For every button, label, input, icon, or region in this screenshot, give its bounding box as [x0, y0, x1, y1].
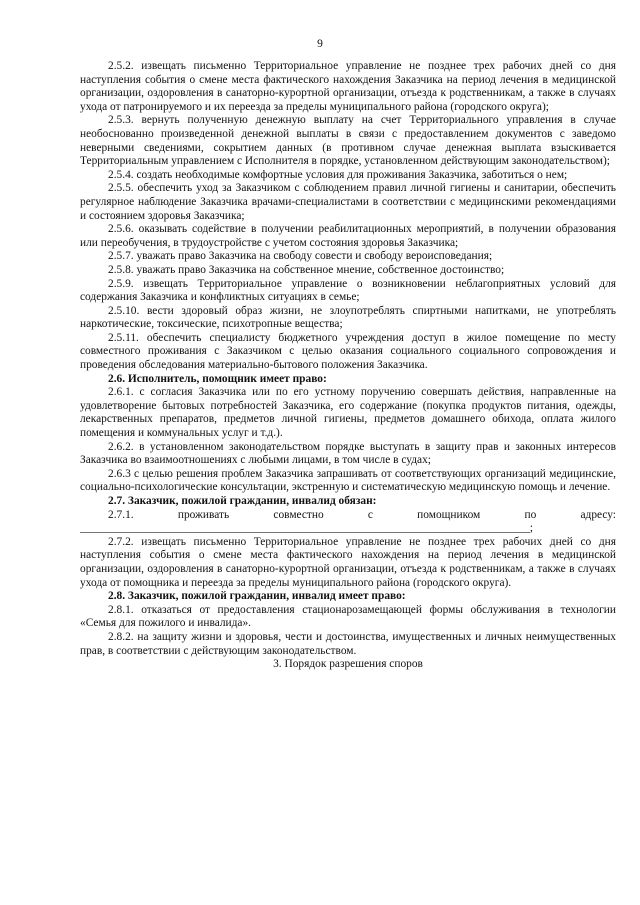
clause-2-5-10: 2.5.10. вести здоровый образ жизни, не злоупотреблять спиртными напитками, не употреблять наркотические, токсические, психотропные вещества; — [80, 304, 616, 331]
clause-2-6-1: 2.6.1. с согласия Заказчика или по его устному поручению совершать действия, направленные на удовлетворение бытовых потребностей Заказчика, его содержание (покупка продуктов питания, одежды, лекарственных препаратов, предметов личной гигиены, предметов домашнего обихода, оплата жилого помещения и коммунальных услуг и т.д.). — [80, 386, 616, 440]
clause-2-7-1-word: помощником — [417, 508, 481, 521]
section-3-heading: 3. Порядок разрешения споров — [273, 658, 423, 671]
clause-2-5-11: 2.5.11. обеспечить специалисту бюджетного учреждения доступ в жилое помещение по месту совместного проживания с Заказчиком с целью оказания социального социального сопровождения и проведения обследования материально-бытового положения Заказчика. — [80, 331, 616, 372]
clause-2-5-9: 2.5.9. извещать Территориальное управление о возникновении неблагоприятных условий для содержания Заказчика и конфликтных ситуациях в семье; — [80, 277, 616, 304]
clause-2-6-2: 2.6.2. в установленном законодательством порядке выступать в защиту прав и законных интересов Заказчика во взаимоотношениях с любыми лицами, в том числе в судах; — [80, 440, 616, 467]
clause-2-7-1-word: 2.7.1. — [108, 508, 134, 521]
heading-2-7: 2.7. Заказчик, пожилой гражданин, инвалид обязан: — [108, 495, 377, 507]
clause-2-5-5: 2.5.5. обеспечить уход за Заказчиком с соблюдением правил личной гигиены и санитарии, обеспечить регулярное наблюдение Заказчика врачами-специалистами в соответствии с медицинскими рекомендациями и состоянием здоровья Заказчика; — [80, 182, 616, 222]
clause-2-5-8: 2.5.8. уважать право Заказчика на собственное мнение, собственное достоинство; — [108, 263, 505, 276]
document-body — [80, 60, 616, 672]
clause-2-7-1-word: адресу: — [580, 508, 616, 521]
clause-2-5-2: 2.5.2. извещать письменно Территориальное управление не позднее трех рабочих дней со дня наступления события о смене места фактического нахождения Заказчика на период лечения в медицинской организации, оздоровления в санаторно-курортной организации, отъезда к родственникам, а также в случаях ухода от патронируемого и их переезда за пределы муниципального района (городского округа); — [80, 60, 616, 113]
clause-2-5-6: 2.5.6. оказывать содействие в получении реабилитационных мероприятий, в получении образования или переобучения, в трудоустройстве с учетом состояния здоровья Заказчика; — [80, 223, 616, 249]
heading-2-8: 2.8. Заказчик, пожилой гражданин, инвалид имеет право: — [108, 590, 406, 603]
clause-2-8-1: 2.8.1. отказаться от предоставления стационарозамещающей формы обслуживания в технологии «Семья для пожилого и инвалида». — [80, 603, 616, 630]
clause-2-5-3: 2.5.3. вернуть полученную денежную выплату на счет Территориального управления в случае необоснованно произведенной денежной выплаты в связи с предоставлением документов с заведомо неверными сведениями, сокрытием данных (в противном случае денежная выплата взыскивается Территориальным управлением с Исполнителя в порядке, установленном действующим законодательством); — [80, 114, 616, 168]
clause-2-7-1-word: по — [524, 508, 537, 521]
clause-2-6-3: 2.6.3 с целью решения проблем Заказчика запрашивать от соответствующих организаций медицинские, социально-психологические консультации, экстренную и систематическую медицинскую помощь и лечение. — [80, 467, 616, 494]
heading-2-6: 2.6. Исполнитель, помощник имеет право: — [108, 372, 327, 385]
clause-2-5-7: 2.5.7. уважать право Заказчика на свободу совести и свободу вероисповедания; — [108, 250, 493, 263]
clause-2-7-1-word: совместно — [273, 508, 324, 521]
address-blank-line: _______________________________________________________________________________; — [80, 522, 534, 535]
clause-2-7-2: 2.7.2. извещать письменно Территориальное управление не позднее трех рабочих дней со дня наступления события о смене места фактического нахождения на период лечения в медицинской организации, оздоровления в санаторно-курортной организации, отъезда к родственникам, а также в случаях ухода от помощника и переезда за пределы муниципального района (городского округа). — [80, 535, 616, 589]
page-number: 9 — [317, 38, 323, 50]
clause-2-7-1-word: с — [367, 508, 373, 521]
clause-2-7-1-word: проживать — [177, 508, 230, 521]
clause-2-7-1 — [108, 509, 616, 523]
clause-2-8-2: 2.8.2. на защиту жизни и здоровья, чести и достоинства, имущественных и личных неимущественных прав, в соответствии с действующим законодательством. — [80, 630, 616, 657]
clause-2-5-4: 2.5.4. создать необходимые комфортные условия для проживания Заказчика, заботиться о нем; — [108, 168, 568, 181]
